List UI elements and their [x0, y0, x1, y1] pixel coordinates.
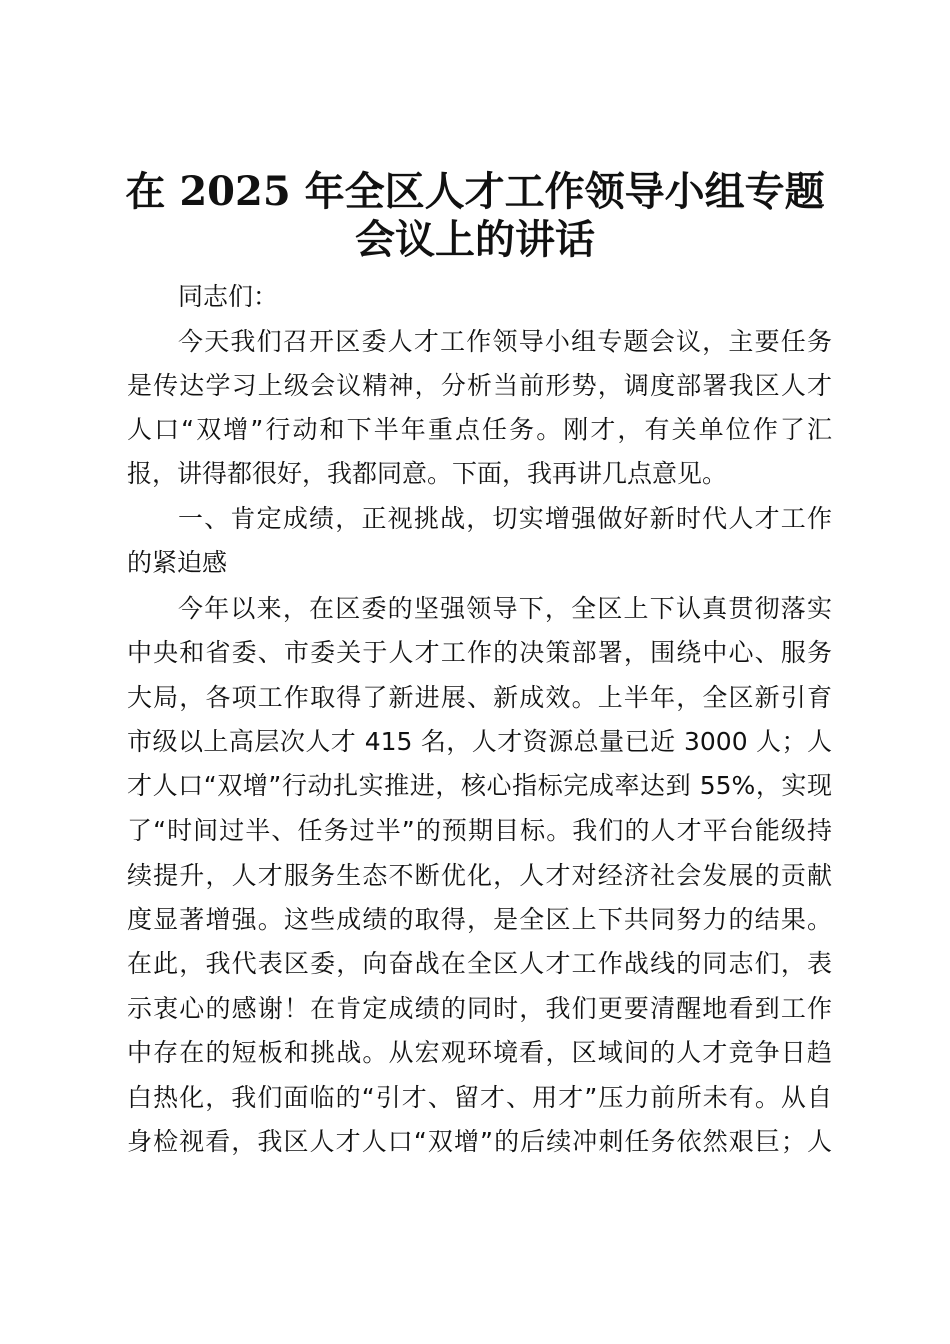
- paragraph-line: 今天我们召开区委人才工作领导小组专题会议，主要任务: [178, 327, 832, 356]
- paragraph-line: 报，讲得都很好，我都同意。下面，我再讲几点意见。: [127, 459, 728, 488]
- salutation: 同志们：: [178, 282, 279, 311]
- paragraph-line: 中央和省委、市委关于人才工作的决策部署，围绕中心、服务: [127, 638, 832, 667]
- paragraph-line: 续提升，人才服务生态不断优化，人才对经济社会发展的贡献: [127, 861, 832, 890]
- document-title: [110, 168, 840, 264]
- paragraph-line: 中存在的短板和挑战。从宏观环境看，区域间的人才竞争日趋: [127, 1038, 832, 1067]
- paragraph-line: 身检视看，我区人才人口“双增”的后续冲刺任务依然艰巨；人: [127, 1127, 832, 1156]
- paragraph-line: 大局，各项工作取得了新进展、新成效。上半年，全区新引育: [127, 683, 832, 712]
- paragraph-line: 了“时间过半、任务过半”的预期目标。我们的人才平台能级持: [127, 816, 832, 845]
- paragraph-line: 今年以来，在区委的坚强领导下，全区上下认真贯彻落实: [178, 594, 832, 623]
- paragraph-line: 度显著增强。这些成绩的取得，是全区上下共同努力的结果。: [127, 905, 832, 934]
- section-heading-line: 的紧迫感: [127, 548, 228, 577]
- paragraph-line: 是传达学习上级会议精神，分析当前形势，调度部署我区人才: [127, 371, 832, 400]
- paragraph-line: 白热化，我们面临的“引才、留才、用才”压力前所未有。从自: [127, 1083, 832, 1112]
- paragraph-line: 示衷心的感谢！在肯定成绩的同时，我们更要清醒地看到工作: [127, 994, 832, 1023]
- paragraph-line: 才人口“双增”行动扎实推进，核心指标完成率达到 55%，实现: [127, 771, 832, 800]
- title-line: 会议上的讲话: [355, 216, 595, 263]
- paragraph-line: 在此，我代表区委，向奋战在全区人才工作战线的同志们，表: [127, 949, 832, 978]
- section-heading-line: 一、肯定成绩，正视挑战，切实增强做好新时代人才工作: [178, 504, 832, 533]
- title-line: 在 2025 年全区人才工作领导小组专题: [125, 168, 825, 215]
- paragraph-line: 人口“双增”行动和下半年重点任务。刚才，有关单位作了汇: [127, 415, 832, 444]
- paragraph-line: 市级以上高层次人才 415 名，人才资源总量已近 3000 人；人: [127, 727, 832, 756]
